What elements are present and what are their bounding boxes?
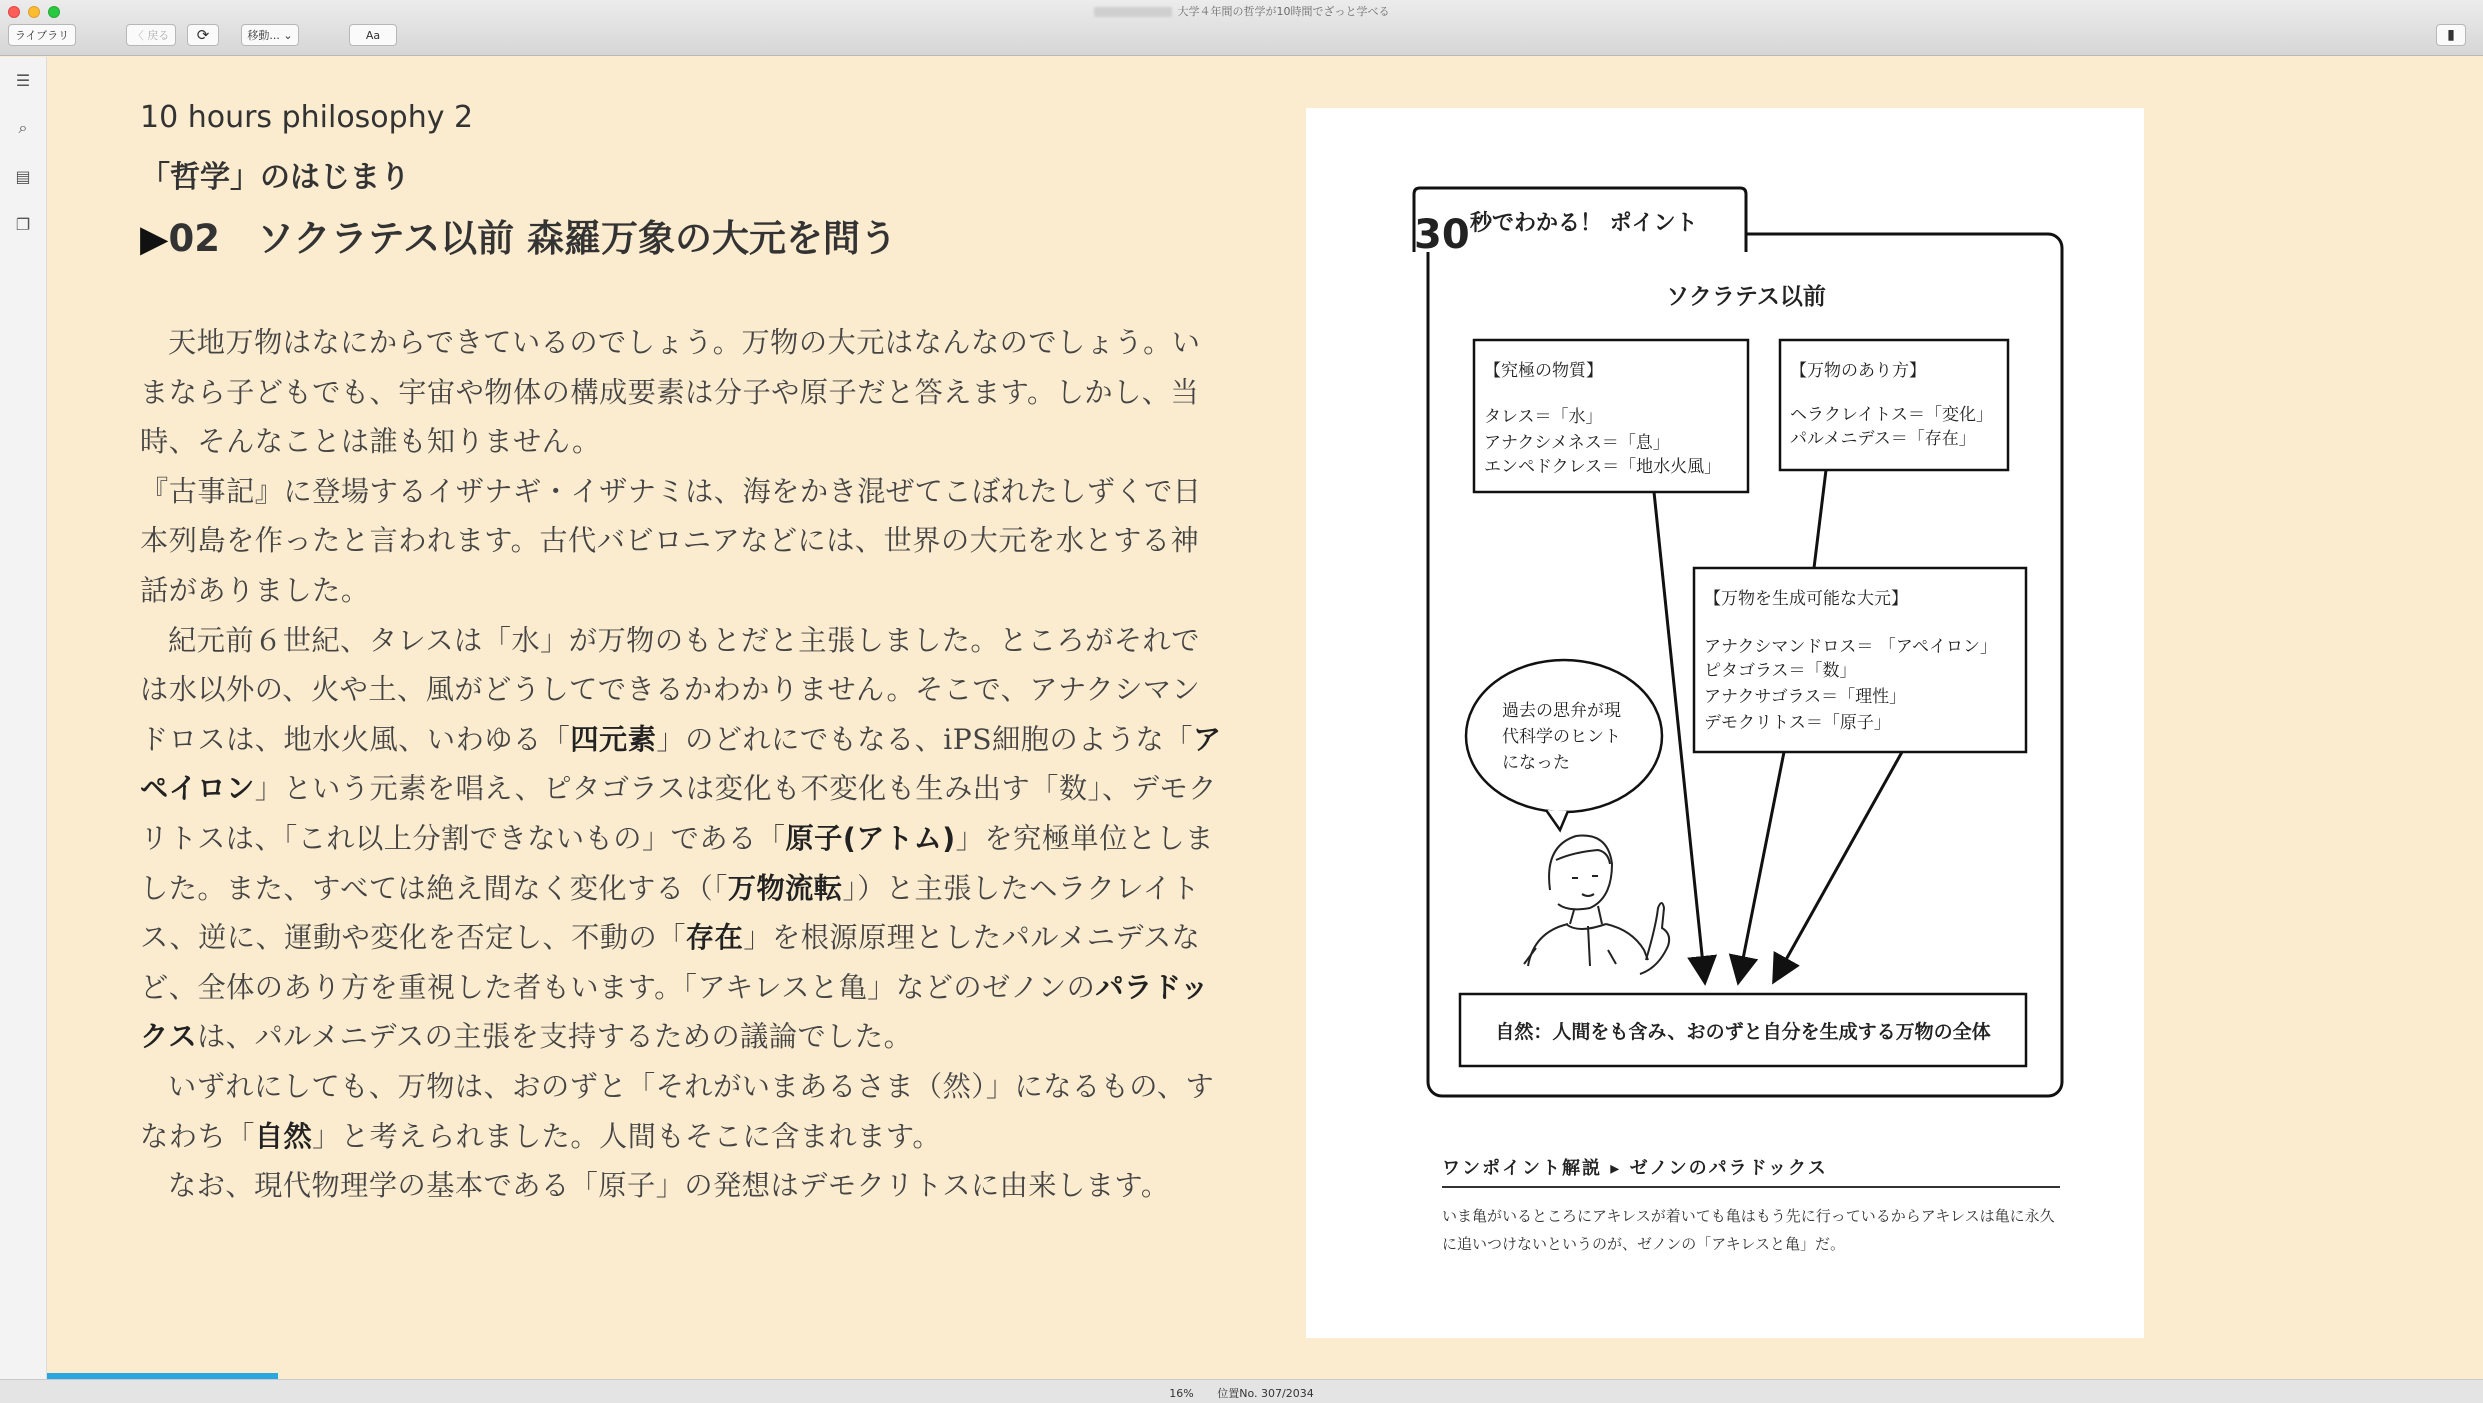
cards-icon[interactable]: ❐ [15,214,31,234]
box-ultimate-matter-line: タレス＝「水」 [1484,407,1603,427]
one-point-body: いま亀がいるところにアキレスが着いても亀はもう先に行っているからアキレスは亀に永久に追いつけないというのが、ゼノンの「アキレスと亀」だ。 [1442,1207,2055,1253]
progress-percent: 16% [1169,1387,1194,1400]
location-indicator: 位置No. 307/2034 [1217,1387,1314,1400]
paragraph-text: 『古事記』に登場するイザナギ・イザナミは、海をかき混ぜてこぼれたしずくで日本列島を作ったと言われます。古代バビロニアなどには、世界の大元を水とする神話がありました。 [140,474,1202,607]
body-text [140,318,1225,1211]
book-title: 10 hours philosophy 2 [140,100,474,135]
speech-bubble-tail [1546,810,1568,830]
box-ultimate-matter-line: エンペドクレス＝「地水火風」 [1484,457,1722,477]
body-paragraph [140,616,1225,1062]
box-generative-origin-line: デモクリトス＝「原子」 [1704,713,1891,733]
paragraph-text: 」を究極単位としました。また、すべては絶え間なく変化する（「 [140,821,1214,905]
status-bar [0,1379,2483,1403]
window-title [0,3,2483,19]
paragraph-text: 」のどれにでもなる、iPS細胞のような「 [656,722,1193,756]
point-diagram [1306,108,2144,1148]
arrow-origin-to-nature [1778,752,1902,974]
font-settings-button[interactable]: Aa [349,24,397,46]
speech-line: 代科学のヒント [1502,727,1621,747]
emphasized-term: 存在 [685,921,744,955]
goto-button[interactable]: 移動... ⌄ [241,24,299,46]
emphasized-term: パラドックス [140,970,1209,1054]
bookmark-button[interactable] [2436,24,2466,46]
paragraph-text: 」という元素を唱え、ピタゴラスは変化も不変化も生み出す「数」、デモクリトスは、「これ以上分割できないもの」である「 [140,772,1217,855]
body-paragraph [140,1062,1225,1161]
box-ultimate-matter-title: 【究極の物質】 [1484,361,1603,381]
refresh-button[interactable] [187,24,219,46]
paragraph-text: なお、現代物理学の基本である「原子」の発想はデモクリトスに由来します。 [168,1169,1170,1203]
window-title-text: 大学４年間の哲学が10時間でざっと学べる [1177,5,1390,18]
paragraph-text: いずれにしても、万物は、おのずと「それがいまあるさま（然）」になるもの、すなわち「 [140,1069,1215,1153]
sidebar [0,57,47,1379]
box-way-of-being-line: パルメニデス＝「存在」 [1790,429,1976,449]
box-generative-origin-line: アナクシマンドロス＝ 「アペイロン」 [1704,637,1998,657]
paragraph-text: 天地万物はなにからできているのでしょう。万物の大元はなんなのでしょう。いまなら子どもでも、宇宙や物体の構成要素は分子や原子だと答えます。しかし、当時、そんなことは誰も知りません。 [140,326,1201,459]
emphasized-term: 原子(アトム) [785,821,956,855]
figure-page [1306,108,2144,1338]
speech-line: 過去の思弁が現 [1502,701,1621,721]
paragraph-text: 紀元前６世紀、タレスは「水」が万物のもとだと主張しました。ところがそれでは水以外の、火や土、風がどうしてできるかわかりません。そこで、アナクシマンドロスは、地水火風、いわゆる「 [140,623,1201,756]
box-generative-origin-line: アナクサゴラス＝「理性」 [1704,687,1907,707]
body-paragraph [140,1161,1225,1211]
reading-page [140,100,1230,1203]
one-point-note [1442,1154,2060,1258]
paragraph-text: 」を根源原理としたパルメニデスなど、全体のあり方を重視した者もいます。「アキレスと亀」などのゼノンの [140,921,1201,1004]
box-way-of-being-line: ヘラクレイトス＝「変化」 [1790,405,1993,425]
author-name-blurred [1094,7,1172,17]
search-icon[interactable]: ⌕ [18,118,28,137]
section-title [140,208,897,262]
box-generative-origin-title: 【万物を生成可能な大元】 [1704,589,1908,609]
section-marker-icon: ▶ [140,217,169,260]
notes-icon[interactable]: ▤ [15,166,31,186]
section-title-text: 02 ソクラテス以前 森羅万象の大元を問う [168,217,897,260]
connector-line [1814,470,1826,568]
title-bar [0,0,2483,56]
point-tab-label: 秒でわかる！ ポイント [1470,211,1698,236]
point-tab-number: 30 [1414,212,1470,258]
body-paragraph [140,467,1225,616]
box-way-of-being-title: 【万物のあり方】 [1790,361,1926,381]
emphasized-term: 四元素 [570,722,657,756]
status-text [0,1385,2483,1401]
box-generative-origin-line: ピタゴラス＝「数」 [1704,661,1857,681]
toc-icon[interactable]: ☰ [15,70,31,90]
refresh-icon: ⟳ [196,26,210,44]
diagram-title: ソクラテス以前 [1666,284,1826,310]
library-button[interactable]: ライブラリ [8,24,76,46]
emphasized-term: 万物流転 [727,871,843,905]
paragraph-text: は、パルメニデスの主張を支持するための議論でした。 [197,1020,913,1054]
bookmark-icon: ▮ [2447,27,2455,43]
person-illustration [1524,836,1669,974]
emphasized-term: アペイロン [140,722,1222,806]
chapter-title: 「哲学」のはじまり [140,160,410,195]
box-nature-text: 自然：人間をも含み、おのずと自分を生成する万物の全体 [1495,1021,1991,1043]
box-ultimate-matter-line: アナクシメネス＝「息」 [1484,433,1670,453]
paragraph-text: 」）と主張したヘラクレイトス、逆に、運動や変化を否定し、不動の「 [140,871,1200,955]
arrow-origin-to-nature [1740,752,1784,974]
paragraph-text: 」と考えられました。人間もそこに含まれます。 [312,1119,942,1153]
one-point-heading: ワンポイント解説 ▸ ゼノンのパラドックス [1442,1154,2060,1188]
speech-line: になった [1502,753,1570,773]
body-paragraph [140,318,1225,467]
back-button[interactable]: 〈 戻る [126,24,176,46]
emphasized-term: 自然 [254,1119,313,1153]
